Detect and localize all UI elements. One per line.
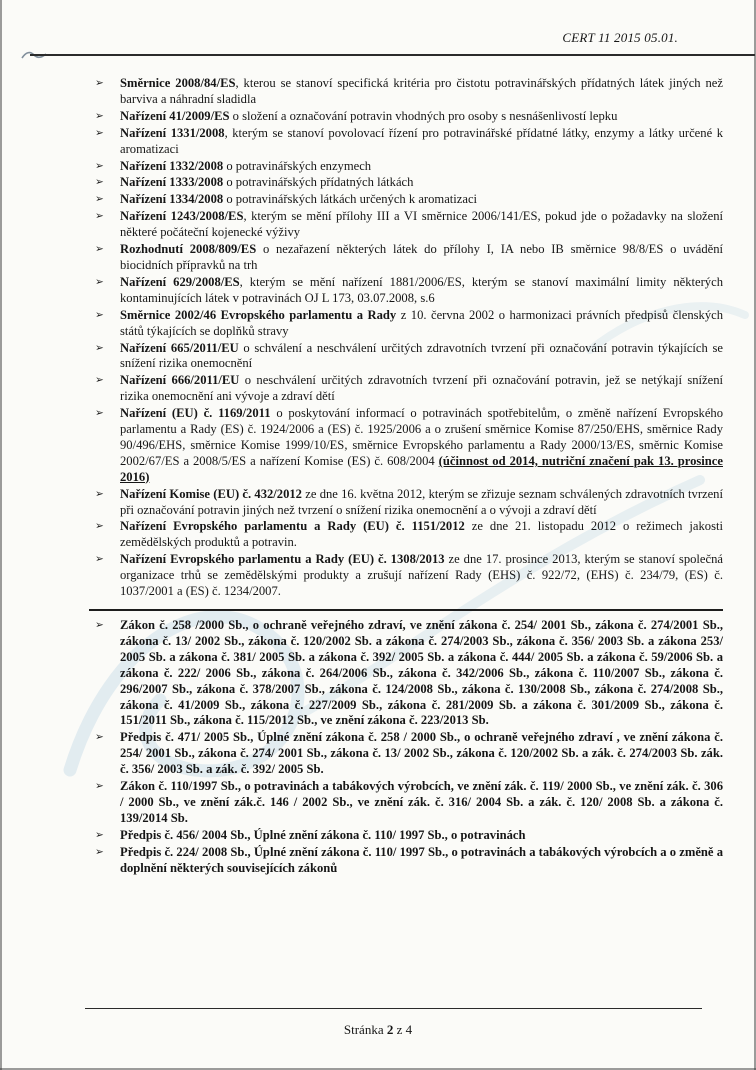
list-item bbox=[95, 159, 723, 175]
text-segment: o schválení a neschválení určitých zdravotních tvrzení při označování potravin týkajících se snížení rizika onemocnění bbox=[120, 340, 724, 371]
scan-edge-left bbox=[0, 0, 2, 1070]
list-item bbox=[95, 175, 723, 191]
text-segment: Nařízení (EU) č. 1169/2011 bbox=[120, 406, 271, 421]
list-item-text bbox=[120, 275, 723, 307]
text-segment: Nařízení 629/2008/ES bbox=[120, 274, 240, 289]
arrow-bullet-icon: ➢ bbox=[95, 845, 104, 858]
list-item-text bbox=[120, 242, 723, 274]
text-segment: Rozhodnutí 2008/809/ES bbox=[120, 242, 257, 257]
arrow-bullet-icon: ➢ bbox=[95, 619, 104, 631]
text-segment: Nařízení 1331/2008 bbox=[120, 125, 225, 140]
list-item-text bbox=[120, 341, 723, 373]
list-item bbox=[95, 76, 723, 108]
arrow-bullet-icon: ➢ bbox=[95, 341, 104, 354]
text-segment: Nařízení Evropského parlamentu a Rady (EU) č. 1308/2013 bbox=[120, 552, 445, 567]
text-segment: ze dne 21. listopadu 2012 o režimech jakosti zemědělských produktů a potravin. bbox=[120, 519, 723, 550]
list-item bbox=[95, 552, 723, 600]
text-segment: Nařízení 41/2009/ES bbox=[120, 108, 230, 123]
text-segment: Předpis č. 224/ 2008 Sb., Úplné znění zákona č. 110/ 1997 Sb., o potravinách a tabákových výrobcích a o změně a doplnění některých souvisejících zákonů bbox=[120, 844, 723, 875]
list-item-text bbox=[120, 76, 723, 108]
text-segment: o potravinářských enzymech bbox=[223, 158, 372, 173]
footer-page-label bbox=[344, 1022, 412, 1037]
arrow-bullet-icon: ➢ bbox=[95, 176, 104, 189]
list-item-text bbox=[120, 618, 723, 729]
list-item bbox=[95, 487, 723, 519]
page-footer bbox=[0, 1022, 756, 1038]
text-segment: o poskytování informací o potravinách spotřebitelům, o změně nařízení Evropského parlamentu a Rady (ES) č. 1924/2006 a (ES) č. 1925/2006 a o zrušení směrnice Komise 87/250/EHS, směrnice Rady 90/496/EHS, směrnice Komise 1999/10/ES, směrnice Evropského parlamentu a Rady 2000/13/ES, směrnic Komise 2002/67/ES a 2008/5/ES a nařízení Komise (ES) č. 608/2004 bbox=[120, 406, 723, 468]
list-item bbox=[95, 828, 723, 844]
arrow-bullet-icon: ➢ bbox=[95, 407, 104, 420]
header-doc-ref: CERT 11 2015 05.01. bbox=[562, 30, 678, 45]
text-segment: Nařízení 666/2011/EU bbox=[120, 373, 240, 388]
text-segment: Nařízení 665/2011/EU bbox=[120, 340, 239, 355]
list-item bbox=[95, 618, 723, 729]
text-segment: Nařízení 1333/2008 bbox=[120, 175, 224, 190]
list-item bbox=[95, 406, 723, 486]
arrow-bullet-icon: ➢ bbox=[95, 77, 104, 89]
arrow-bullet-icon: ➢ bbox=[95, 308, 104, 321]
list-item-text bbox=[120, 175, 723, 191]
text-segment: Směrnice 2002/46 Evropského parlamentu a Rady bbox=[120, 307, 397, 322]
list-item-text bbox=[120, 519, 723, 551]
text-segment: , kterým se mění přílohy III a VI směrnice 2006/141/ES, pokud jde o požadavky na složení některé počáteční kojenecké výživy bbox=[120, 209, 724, 240]
page-header bbox=[562, 30, 678, 46]
text-segment: Zákon č. 258 /2000 Sb., o ochraně veřejného zdraví, ve znění zákona č. 254/ 2001 Sb., zákona č. 274/2001 Sb., zákona č. 13/ 2002 Sb., zákona č. 120/2002 Sb. a zákona č. 274/2003 Sb., zákona č. 356/ 2003 Sb. a zákona 253/ 2005 Sb. a zákona č. 381/ 2005 Sb. a zákona č. 392/ 2005 Sb. a zákona č. 444/ 2005 Sb. a zákona č. 59/2006 Sb. a zákona č. 222/ 2006 Sb., zákona č. 264/2006 Sb., zákona č. 342/2006 Sb., zákona č. 110/2007 Sb., zákona č. 296/2007 Sb., zákona č. 378/2007 Sb., zákona č. 124/2008 Sb., zákona č. 130/2008 Sb., zákona č. 274/2008 Sb., zákona č. 41/2009 Sb., zákona č. 227/2009 Sb., zákona č. 281/2009 Sb. a zákona č. 301/2009 Sb., zákona č. 151/2011 Sb., zákona č. 115/2012 Sb., ve znění zákona č. 223/2013 Sb. bbox=[120, 618, 723, 728]
text-segment: , kterou se stanoví specifická kritéria pro čistotu potravinářských přídatných látek jiných než barviva a náhradní sladidla bbox=[120, 76, 723, 106]
text-segment: Zákon č. 110/1997 Sb., o potravinách a tabákových výrobcích, ve znění zák. č. 119/ 2000 Sb., ve znění zák. č. 306 / 2000 Sb., ve znění zák.č. 146 / 2002 Sb., ve znění zák. č. 316/ 2004 Sb. a zák. č. 120/ 2008 Sb. a zákona č. 139/2014 Sb. bbox=[120, 779, 723, 825]
text-segment: Směrnice 2008/84/ES bbox=[120, 76, 236, 90]
arrow-bullet-icon: ➢ bbox=[95, 487, 104, 500]
list-item-text bbox=[120, 308, 723, 340]
list-item bbox=[95, 209, 723, 241]
page-content bbox=[95, 76, 723, 878]
arrow-bullet-icon: ➢ bbox=[95, 210, 104, 223]
list-item bbox=[95, 126, 723, 158]
list-item-text bbox=[120, 487, 723, 519]
text-segment: z 4 bbox=[393, 1022, 413, 1037]
text-segment: Stránka bbox=[343, 1022, 387, 1037]
national-laws-list bbox=[95, 618, 723, 877]
arrow-bullet-icon: ➢ bbox=[95, 243, 104, 256]
list-item bbox=[95, 275, 723, 307]
list-item-text bbox=[120, 406, 723, 486]
arrow-bullet-icon: ➢ bbox=[95, 275, 104, 288]
arrow-bullet-icon: ➢ bbox=[95, 193, 104, 206]
arrow-bullet-icon: ➢ bbox=[95, 731, 104, 744]
text-segment: o neschválení určitých zdravotních tvrzení při označování potravin, jež se netýkají snížení rizika onemocnění ani vývoje a zdraví dětí bbox=[120, 373, 723, 404]
text-segment: o potravinářských látkách určených k aromatizaci bbox=[223, 192, 478, 207]
list-item-text bbox=[120, 828, 723, 844]
arrow-bullet-icon: ➢ bbox=[95, 159, 104, 172]
arrow-bullet-icon: ➢ bbox=[95, 374, 104, 387]
eu-regulations-list bbox=[95, 76, 723, 600]
text-segment: Předpis č. 456/ 2004 Sb., Úplné znění zákona č. 110/ 1997 Sb., o potravinách bbox=[120, 827, 526, 842]
footer-rule bbox=[85, 1008, 702, 1009]
list-item-text bbox=[120, 109, 723, 125]
list-item bbox=[95, 373, 723, 405]
list-item-text bbox=[120, 552, 723, 600]
text-segment: , kterým se mění nařízení 1881/2006/ES, kterým se stanoví maximální limity některých kontaminujících látek v potravinách OJ L 173, 03.07.2008, s.6 bbox=[120, 274, 723, 305]
text-segment: ze dne 16. května 2012, kterým se zřizuje seznam schválených zdravotních tvrzení při označování potravin jiných než tvrzení o snížení rizika onemocnění a o vývoji a zdraví dětí bbox=[120, 486, 723, 517]
list-item bbox=[95, 730, 723, 778]
list-item bbox=[95, 341, 723, 373]
text-segment: , kterým se stanoví povolovací řízení pro potravinářské přídatné látky, enzymy a látky určené k aromatizaci bbox=[120, 125, 723, 156]
list-item-text bbox=[120, 730, 723, 778]
list-item-text bbox=[120, 192, 723, 208]
list-item bbox=[95, 308, 723, 340]
text-segment: o složení a označování potravin vhodných pro osoby s nesnášenlivostí lepku bbox=[229, 108, 618, 123]
text-segment: Nařízení Komise (EU) č. 432/2012 bbox=[120, 486, 302, 501]
list-item-text bbox=[120, 373, 723, 405]
header-rule bbox=[30, 54, 755, 56]
text-segment: Nařízení 1332/2008 bbox=[120, 158, 224, 173]
list-item bbox=[95, 242, 723, 274]
list-item bbox=[95, 845, 723, 877]
text-segment: o potravinářských přídatných látkách bbox=[223, 175, 414, 190]
list-item bbox=[95, 779, 723, 827]
text-segment: Nařízení 1243/2008/ES bbox=[120, 209, 244, 224]
text-segment: (účinnost od 2014, nutriční značení pak 13. prosince 2016) bbox=[120, 453, 723, 484]
text-segment: o nezařazení některých látek do přílohy I, IA nebo IB směrnice 98/8/ES o uvádění biocidních přípravků na trh bbox=[120, 242, 723, 272]
list-item-text bbox=[120, 126, 723, 158]
arrow-bullet-icon: ➢ bbox=[95, 126, 104, 139]
text-segment: ze dne 17. prosince 2013, kterým se stanoví společná organizace trhů se zemědělskými produkty a zrušují nařízení Rady (EHS) č. 922/72, (EHS) č. 234/79, (ES) č. 1037/2001 a (ES) č. 1234/2007. bbox=[120, 552, 723, 599]
arrow-bullet-icon: ➢ bbox=[95, 553, 104, 566]
list-item-text bbox=[120, 159, 723, 175]
text-segment: Nařízení Evropského parlamentu a Rady (EU) č. 1151/2012 bbox=[120, 519, 465, 534]
list-item-text bbox=[120, 779, 723, 827]
text-segment: 2 bbox=[386, 1022, 394, 1037]
arrow-bullet-icon: ➢ bbox=[95, 520, 104, 533]
list-item bbox=[95, 519, 723, 551]
text-segment: Nařízení 1334/2008 bbox=[120, 192, 224, 207]
text-segment: z 10. června 2002 o harmonizaci právních předpisů členských států týkajících se doplňků stravy bbox=[120, 307, 723, 338]
list-item-text bbox=[120, 209, 723, 241]
list-item-text bbox=[120, 845, 723, 877]
list-item bbox=[95, 192, 723, 208]
arrow-bullet-icon: ➢ bbox=[95, 828, 104, 841]
text-segment: Předpis č. 471/ 2005 Sb., Úplné znění zákona č. 258 / 2000 Sb., o ochraně veřejného zdraví , ve znění zákona č. 254/ 2001 Sb., zákona č. 274/ 2001 Sb., zákona č. 13/ 2002 Sb., zákona č. 120/2002 Sb. a zák. č. 274/2003 Sb. zák. č. 356/ 2003 Sb. a zák. č. 392/ 2005 Sb. bbox=[120, 730, 723, 777]
arrow-bullet-icon: ➢ bbox=[95, 109, 104, 122]
section-divider bbox=[89, 609, 723, 611]
list-item bbox=[95, 109, 723, 125]
arrow-bullet-icon: ➢ bbox=[95, 780, 104, 793]
